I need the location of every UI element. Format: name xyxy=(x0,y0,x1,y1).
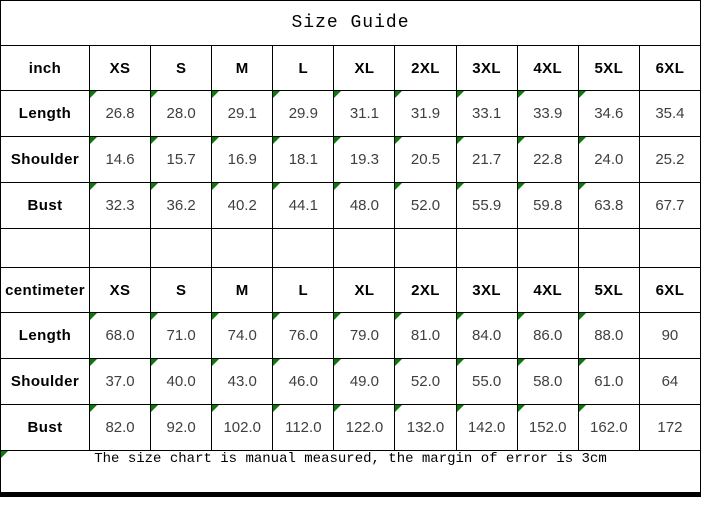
measurement-value xyxy=(151,137,212,183)
green-corner-indicator-icon xyxy=(518,405,525,412)
green-corner-indicator-icon xyxy=(273,183,280,190)
measurement-value xyxy=(334,137,395,183)
measurement-text: 29.9 xyxy=(288,105,318,122)
size-header-m: M xyxy=(212,268,273,313)
size-header-row xyxy=(1,46,701,91)
measurement-value xyxy=(334,359,395,405)
green-corner-indicator-icon xyxy=(395,405,402,412)
measurement-value xyxy=(90,313,151,359)
measurement-text: 90 xyxy=(661,327,679,344)
measurement-value xyxy=(212,91,273,137)
measurement-value xyxy=(151,359,212,405)
size-header-xl: XL xyxy=(334,268,395,313)
measurement-text: 112.0 xyxy=(285,419,322,436)
measurement-value xyxy=(517,405,578,451)
measure-label-shoulder: Shoulder xyxy=(1,137,90,183)
measure-label-shoulder: Shoulder xyxy=(1,359,90,405)
measurement-value xyxy=(273,91,334,137)
measurement-text: 33.9 xyxy=(533,105,563,122)
green-corner-indicator-icon xyxy=(579,359,586,366)
size-header-row xyxy=(1,268,701,313)
measure-label-length: Length xyxy=(1,313,90,359)
measure-label-bust: Bust xyxy=(1,183,90,229)
table-row xyxy=(1,137,701,183)
measurement-text: 20.5 xyxy=(410,151,441,168)
green-corner-indicator-icon xyxy=(212,137,219,144)
measurement-value xyxy=(639,183,700,229)
measurement-text: 64 xyxy=(661,373,679,390)
green-corner-indicator-icon xyxy=(334,137,341,144)
green-corner-indicator-icon xyxy=(457,137,464,144)
measurement-value xyxy=(273,183,334,229)
measurement-text: 82.0 xyxy=(105,419,135,436)
size-header-6xl: 6XL xyxy=(639,268,700,313)
measurement-value xyxy=(273,405,334,451)
green-corner-indicator-icon xyxy=(151,313,158,320)
measurement-text: 172 xyxy=(657,419,683,436)
measurement-text: 29.1 xyxy=(227,105,257,122)
measurement-value xyxy=(334,313,395,359)
green-corner-indicator-icon xyxy=(151,91,158,98)
green-corner-indicator-icon xyxy=(395,137,402,144)
measurement-text: 28.0 xyxy=(166,105,196,122)
measurement-value xyxy=(517,183,578,229)
size-header-xl: XL xyxy=(334,46,395,91)
measurement-value xyxy=(395,359,456,405)
measurement-text: 14.6 xyxy=(105,151,135,168)
measurement-text: 19.3 xyxy=(349,151,380,168)
green-corner-indicator-icon xyxy=(212,91,219,98)
measurement-text: 52.0 xyxy=(410,373,441,390)
green-corner-indicator-icon xyxy=(273,313,280,320)
measurement-value xyxy=(212,359,273,405)
measurement-text: 22.8 xyxy=(533,151,563,168)
measurement-text: 21.7 xyxy=(472,151,502,168)
measurement-value xyxy=(90,405,151,451)
measurement-text: 34.6 xyxy=(594,105,624,122)
measurement-text: 132.0 xyxy=(406,419,445,436)
measurement-text: 81.0 xyxy=(410,327,441,344)
green-corner-indicator-icon xyxy=(457,183,464,190)
green-corner-indicator-icon xyxy=(273,91,280,98)
measurement-value xyxy=(90,183,151,229)
measurement-text: 24.0 xyxy=(594,151,624,168)
empty-cell xyxy=(334,229,395,268)
measurement-value xyxy=(517,91,578,137)
measurement-text: 35.4 xyxy=(655,105,685,122)
measurement-value xyxy=(578,137,639,183)
measurement-value xyxy=(334,183,395,229)
size-header-s: S xyxy=(151,268,212,313)
measurement-text: 71.0 xyxy=(166,327,196,344)
green-corner-indicator-icon xyxy=(212,359,219,366)
measurement-text: 33.1 xyxy=(472,105,502,122)
green-corner-indicator-icon xyxy=(395,313,402,320)
green-corner-indicator-icon xyxy=(518,313,525,320)
measurement-value xyxy=(395,183,456,229)
green-corner-indicator-icon xyxy=(518,137,525,144)
measurement-text: 18.1 xyxy=(288,151,318,168)
green-corner-indicator-icon xyxy=(334,183,341,190)
measurement-value xyxy=(395,405,456,451)
size-header-l: L xyxy=(273,268,334,313)
size-header-l: L xyxy=(273,46,334,91)
green-corner-indicator-icon xyxy=(90,313,97,320)
measurement-text: 46.0 xyxy=(288,373,318,390)
green-corner-indicator-icon xyxy=(579,405,586,412)
green-corner-indicator-icon xyxy=(457,313,464,320)
green-corner-indicator-icon xyxy=(579,137,586,144)
table-row xyxy=(1,313,701,359)
table-row xyxy=(1,405,701,451)
green-corner-indicator-icon xyxy=(334,313,341,320)
measurement-value xyxy=(456,183,517,229)
green-corner-indicator-icon xyxy=(518,359,525,366)
measurement-value xyxy=(639,359,700,405)
measurement-text: 37.0 xyxy=(105,373,135,390)
size-header-2xl: 2XL xyxy=(395,46,456,91)
measurement-value xyxy=(578,91,639,137)
measurement-text: 142.0 xyxy=(467,419,506,436)
measurement-text: 55.0 xyxy=(472,373,502,390)
measurement-text: 122.0 xyxy=(345,419,384,436)
green-corner-indicator-icon xyxy=(90,359,97,366)
size-header-2xl: 2XL xyxy=(395,268,456,313)
measurement-value xyxy=(456,405,517,451)
measurement-value xyxy=(639,91,700,137)
measurement-value xyxy=(395,137,456,183)
measurement-value xyxy=(578,313,639,359)
measurement-value xyxy=(517,137,578,183)
green-corner-indicator-icon xyxy=(151,183,158,190)
measurement-text: 61.0 xyxy=(594,373,624,390)
measurement-text: 92.0 xyxy=(166,419,196,436)
table-row xyxy=(1,183,701,229)
green-corner-indicator-icon xyxy=(90,137,97,144)
footer-note-text: The size chart is manual measured, the margin of error is 3cm xyxy=(94,451,607,467)
measurement-text: 58.0 xyxy=(533,373,563,390)
measurement-value xyxy=(151,313,212,359)
green-corner-indicator-icon xyxy=(212,313,219,320)
measure-label-bust: Bust xyxy=(1,405,90,451)
measurement-value xyxy=(273,137,334,183)
measurement-text: 76.0 xyxy=(288,327,318,344)
measurement-value xyxy=(639,313,700,359)
measurement-text: 43.0 xyxy=(227,373,257,390)
measurement-text: 26.8 xyxy=(105,105,135,122)
empty-cell xyxy=(90,229,151,268)
green-corner-indicator-icon xyxy=(518,91,525,98)
measurement-value xyxy=(639,405,700,451)
measurement-text: 79.0 xyxy=(349,327,380,344)
size-header-m: M xyxy=(212,46,273,91)
measurement-value xyxy=(395,91,456,137)
measurement-value xyxy=(578,359,639,405)
measurement-text: 40.2 xyxy=(227,197,257,214)
empty-cell xyxy=(517,229,578,268)
green-corner-indicator-icon xyxy=(518,183,525,190)
green-corner-indicator-icon xyxy=(457,91,464,98)
measurement-value xyxy=(151,91,212,137)
measurement-text: 102.0 xyxy=(223,419,261,436)
table-row xyxy=(1,359,701,405)
measurement-text: 25.2 xyxy=(655,151,685,168)
measurement-value xyxy=(212,313,273,359)
size-header-xs: XS xyxy=(90,268,151,313)
empty-cell xyxy=(151,229,212,268)
measure-label-length: Length xyxy=(1,91,90,137)
empty-cell xyxy=(578,229,639,268)
measurement-value xyxy=(90,137,151,183)
empty-cell xyxy=(273,229,334,268)
empty-cell xyxy=(1,229,90,268)
page-title: Size Guide xyxy=(1,1,701,46)
measurement-text: 36.2 xyxy=(166,197,196,214)
measurement-text: 88.0 xyxy=(594,327,624,344)
measurement-text: 55.9 xyxy=(472,197,502,214)
green-corner-indicator-icon xyxy=(1,451,8,458)
footer-note-cell xyxy=(1,451,701,495)
empty-cell xyxy=(395,229,456,268)
table-row xyxy=(1,91,701,137)
measurement-text: 84.0 xyxy=(472,327,502,344)
empty-cell xyxy=(212,229,273,268)
green-corner-indicator-icon xyxy=(151,359,158,366)
green-corner-indicator-icon xyxy=(579,91,586,98)
footer-row xyxy=(1,451,701,495)
measurement-text: 48.0 xyxy=(349,197,380,214)
measurement-text: 40.0 xyxy=(166,373,196,390)
spacer-row xyxy=(1,229,701,268)
measurement-value xyxy=(151,183,212,229)
green-corner-indicator-icon xyxy=(395,183,402,190)
measurement-text: 16.9 xyxy=(227,151,257,168)
measurement-text: 52.0 xyxy=(410,197,441,214)
measurement-text: 31.1 xyxy=(349,105,380,122)
measurement-value xyxy=(334,91,395,137)
green-corner-indicator-icon xyxy=(395,91,402,98)
empty-cell xyxy=(456,229,517,268)
measurement-value xyxy=(456,137,517,183)
measurement-text: 67.7 xyxy=(655,197,685,214)
measurement-value xyxy=(212,137,273,183)
green-corner-indicator-icon xyxy=(90,183,97,190)
green-corner-indicator-icon xyxy=(334,359,341,366)
measurement-value xyxy=(273,359,334,405)
measurement-value xyxy=(456,91,517,137)
measurement-text: 49.0 xyxy=(349,373,380,390)
measurement-value xyxy=(456,313,517,359)
measurement-text: 32.3 xyxy=(105,197,135,214)
green-corner-indicator-icon xyxy=(273,405,280,412)
green-corner-indicator-icon xyxy=(334,405,341,412)
measurement-value xyxy=(273,313,334,359)
size-header-6xl: 6XL xyxy=(639,46,700,91)
green-corner-indicator-icon xyxy=(151,137,158,144)
green-corner-indicator-icon xyxy=(395,359,402,366)
green-corner-indicator-icon xyxy=(151,405,158,412)
green-corner-indicator-icon xyxy=(273,137,280,144)
measurement-text: 86.0 xyxy=(533,327,563,344)
size-header-3xl: 3XL xyxy=(456,46,517,91)
measurement-value xyxy=(212,405,273,451)
measurement-text: 152.0 xyxy=(528,419,567,436)
measurement-value xyxy=(334,405,395,451)
size-header-4xl: 4XL xyxy=(517,46,578,91)
measurement-value xyxy=(395,313,456,359)
green-corner-indicator-icon xyxy=(212,405,219,412)
measurement-text: 31.9 xyxy=(410,105,441,122)
unit-label-inch: inch xyxy=(1,46,90,91)
size-header-5xl: 5XL xyxy=(578,268,639,313)
measurement-text: 74.0 xyxy=(227,327,257,344)
measurement-text: 63.8 xyxy=(594,197,624,214)
green-corner-indicator-icon xyxy=(457,359,464,366)
measurement-text: 162.0 xyxy=(590,419,628,436)
size-header-s: S xyxy=(151,46,212,91)
measurement-value xyxy=(578,183,639,229)
measurement-value xyxy=(517,359,578,405)
unit-label-centimeter: centimeter xyxy=(1,268,90,313)
green-corner-indicator-icon xyxy=(273,359,280,366)
measurement-text: 68.0 xyxy=(105,327,135,344)
title-row xyxy=(1,1,701,46)
green-corner-indicator-icon xyxy=(579,313,586,320)
measurement-text: 59.8 xyxy=(533,197,563,214)
green-corner-indicator-icon xyxy=(90,405,97,412)
measurement-value xyxy=(90,359,151,405)
green-corner-indicator-icon xyxy=(334,91,341,98)
size-header-3xl: 3XL xyxy=(456,268,517,313)
green-corner-indicator-icon xyxy=(90,91,97,98)
measurement-value xyxy=(517,313,578,359)
size-header-5xl: 5XL xyxy=(578,46,639,91)
green-corner-indicator-icon xyxy=(457,405,464,412)
measurement-value xyxy=(578,405,639,451)
empty-cell xyxy=(639,229,700,268)
measurement-value xyxy=(151,405,212,451)
measurement-value xyxy=(212,183,273,229)
measurement-value xyxy=(90,91,151,137)
size-header-4xl: 4XL xyxy=(517,268,578,313)
size-header-xs: XS xyxy=(90,46,151,91)
green-corner-indicator-icon xyxy=(579,183,586,190)
measurement-text: 44.1 xyxy=(288,197,318,214)
measurement-value xyxy=(456,359,517,405)
measurement-text: 15.7 xyxy=(166,151,196,168)
measurement-value xyxy=(639,137,700,183)
green-corner-indicator-icon xyxy=(212,183,219,190)
